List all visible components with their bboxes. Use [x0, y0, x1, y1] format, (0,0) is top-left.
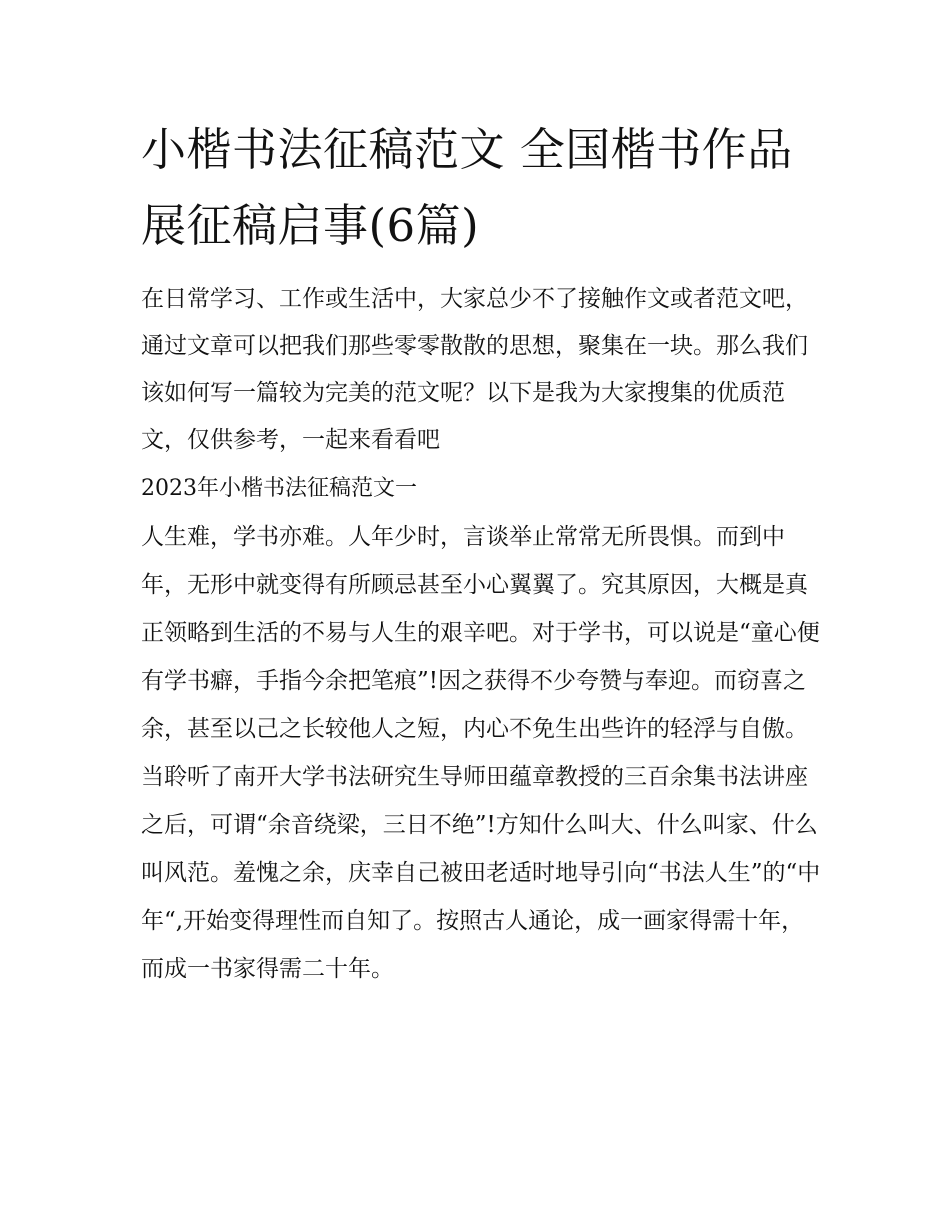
intro-paragraph: 在日常学习、工作或生活中，大家总少不了接触作文或者范文吧，通过文章可以把我们那些零零散散的思想，聚集在一块。那么我们该如何写一篇较为完美的范文呢？以下是我为大家搜集的优质范文，仅供参考，一起来看看吧: [141, 286, 808, 453]
document-content: [141, 112, 821, 993]
section-heading: 2023年小楷书法征稿范文一: [141, 476, 417, 501]
section-body-paragraph: 人生难，学书亦难。人年少时，言谈举止常常无所畏惧。而到中年，无形中就变得有所顾忌甚至小心翼翼了。究其原因，大概是真正领略到生活的不易与人生的艰辛吧。对于学书，可以说是“童心便有学书癖，手指今余把笔痕”!因之获得不少夸赞与奉迎。而窃喜之余，甚至以己之长较他人之短，内心不免生出些许的轻浮与自傲。当聆听了南开大学书法研究生导师田蕴章教授的三百余集书法讲座之后，可谓“余音绕梁，三日不绝”!方知什么叫大、什么叫家、什么叫风范。羞愧之余，庆幸自己被田老适时地导引向“书法人生”的“中年“,开始变得理性而自知了。按照古人通论，成一画家得需十年，而成一书家得需二十年。: [141, 524, 821, 982]
document-title: 小楷书法征稿范文 全国楷书作品展征稿启事(6篇): [141, 123, 793, 252]
